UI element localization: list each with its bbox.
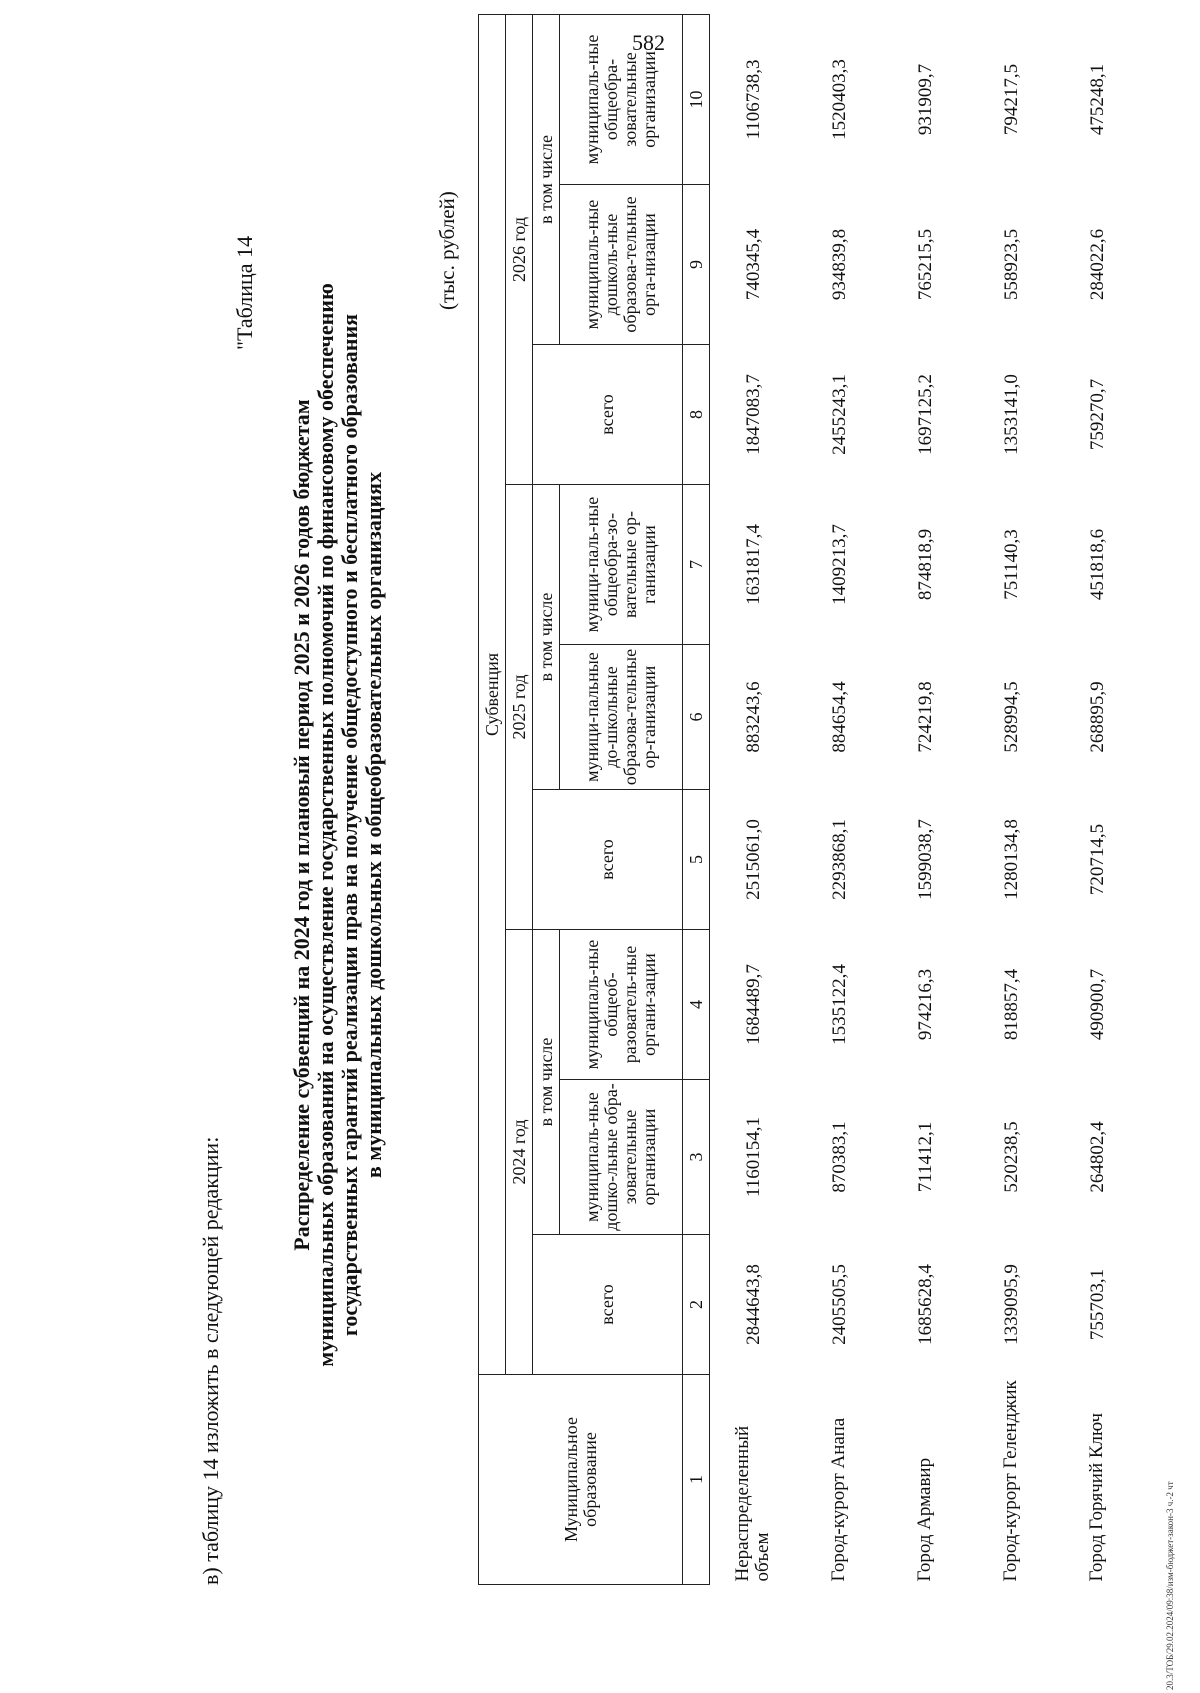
table-cell: 490900,7	[1086, 968, 1108, 1041]
header-year-2025: 2025 год	[506, 485, 533, 930]
municipality-name: Город-курорт Анапа	[828, 1417, 849, 1582]
table-cell: 1697125,2	[914, 374, 936, 455]
table-cell: 755703,1	[1086, 1268, 1108, 1341]
table-cell: 558923,5	[1000, 228, 1022, 301]
table-cell: 1160154,1	[742, 1116, 764, 1198]
table-cell: 765215,5	[914, 228, 936, 301]
document-footer-note: 20.3/ТОБ/29.02.2024/09:38/изм-бюджет-закон-3 ч.-2 чт	[1165, 1481, 1175, 1690]
table-row	[1054, 14, 1140, 1584]
column-number: 1	[683, 1375, 710, 1585]
header-total-2024: всего	[533, 1235, 683, 1375]
table-cell: 1520403,3	[828, 59, 850, 140]
table-cell: 1280134,8	[1000, 819, 1022, 900]
amendment-intro: в) таблицу 14 изложить в следующей редакции:	[198, 1136, 223, 1585]
table-cell: 759270,7	[1086, 378, 1108, 451]
table-cell: 1339095,9	[1000, 1264, 1022, 1345]
table-cell: 1599038,7	[914, 819, 936, 900]
column-number: 3	[683, 1080, 710, 1235]
column-number: 4	[683, 930, 710, 1080]
municipality-name: Город-курорт Геленджик	[1000, 1380, 1021, 1582]
header-general-2026: муниципаль-ные общеобра-зовательные организации	[560, 14, 683, 184]
table-row	[968, 14, 1054, 1584]
column-number: 2	[683, 1235, 710, 1375]
table-cell: 475248,1	[1086, 63, 1108, 136]
table-cell: 1685628,4	[914, 1264, 936, 1345]
title-line: в муниципальных дошкольных и общеобразовательных организациях	[361, 471, 386, 1179]
header-total-2025: всего	[533, 790, 683, 930]
table-cell: 818857,4	[1000, 968, 1022, 1041]
municipality-name: Город Армавир	[914, 1457, 935, 1582]
table-title	[290, 190, 386, 1460]
table-cell: 1631817,4	[742, 524, 764, 605]
table-row	[710, 14, 797, 1584]
table-cell: 2455243,1	[828, 374, 850, 455]
table-cell: 931909,7	[914, 63, 936, 136]
table-cell: 528994,5	[1000, 681, 1022, 753]
table-cell: 2293868,1	[828, 819, 850, 900]
table-cell: 934839,8	[828, 228, 850, 301]
municipality-name: Город Горячий Ключ	[1086, 1412, 1107, 1582]
table-cell: 1535122,4	[828, 964, 850, 1045]
table-cell: 740345,4	[742, 228, 764, 301]
table-cell: 451818,6	[1086, 528, 1108, 601]
subvention-table	[478, 14, 1140, 1585]
table-cell: 1106738,3	[742, 59, 764, 140]
column-number: 5	[683, 790, 710, 930]
header-total-2026: всего	[533, 345, 683, 485]
header-general-2024: муниципаль-ные общеоб-разователь-ные органи-зации	[560, 930, 683, 1080]
table-cell: 284022,6	[1086, 228, 1108, 301]
table-cell: 724219,8	[914, 681, 936, 753]
table-cell: 1684489,7	[742, 964, 764, 1045]
header-year-2024: 2024 год	[506, 930, 533, 1375]
table-cell: 2515061,0	[742, 819, 764, 900]
units-label: (тыс. рублей)	[435, 191, 459, 310]
column-number: 6	[683, 645, 710, 790]
table-cell: 883243,6	[742, 681, 764, 753]
title-line: Распределение субвенций на 2024 год и плановый период 2025 и 2026 годов бюджетам	[289, 399, 314, 1251]
table-cell: 268895,9	[1086, 681, 1108, 753]
table-cell: 974216,3	[914, 968, 936, 1041]
header-municipality: Муниципальное образование	[479, 1375, 683, 1585]
table-row	[882, 14, 968, 1584]
table-cell: 1353141,0	[1000, 374, 1022, 455]
page-number: 582	[632, 30, 665, 55]
table-cell: 874818,9	[914, 528, 936, 601]
header-including-2024: в том числе	[533, 930, 560, 1235]
table-cell: 1847083,7	[742, 374, 764, 455]
header-subvention: Субвенция	[479, 14, 506, 1374]
header-preschool-2026: муниципаль-ные дошколь-ные образова-тельные орга-низации	[560, 185, 683, 345]
table-cell: 2405505,5	[828, 1264, 850, 1345]
title-line: государственных гарантий реализации прав на получение общедоступного и бесплатного образования	[337, 313, 362, 1337]
column-number: 8	[683, 345, 710, 485]
municipality-name: Нераспределенный объем	[732, 1425, 773, 1582]
table-cell: 794217,5	[1000, 63, 1022, 136]
table-cell: 870383,1	[828, 1121, 850, 1193]
header-including-2026: в том числе	[533, 14, 560, 344]
table-row	[796, 14, 882, 1584]
table-cell: 520238,5	[1000, 1121, 1022, 1193]
rotated-page-content	[0, 34, 1108, 1640]
header-general-2025: муници-паль-ные общеобра-зо-вательные ор-ганизации	[560, 485, 683, 645]
title-line: муниципальных образований на осуществление государственных полномочий по финансовому обеспечению	[313, 283, 338, 1367]
table-cell: 2844643,8	[742, 1264, 764, 1345]
column-number: 10	[683, 14, 710, 184]
header-including-2025: в том числе	[533, 485, 560, 790]
table-cell: 720714,5	[1086, 823, 1108, 896]
header-preschool-2025: муници-пальные до-школьные образова-тельные ор-ганизации	[560, 645, 683, 790]
table-label: "Таблица 14	[232, 235, 257, 350]
header-preschool-2024: муниципаль-ные дошко-льные обра-зовательные организации	[560, 1080, 683, 1235]
header-year-2026: 2026 год	[506, 14, 533, 484]
table-cell: 1409213,7	[828, 524, 850, 605]
column-number: 9	[683, 185, 710, 345]
table-cell: 264802,4	[1086, 1121, 1108, 1193]
table-cell: 884654,4	[828, 681, 850, 753]
table-cell: 711412,1	[914, 1121, 936, 1193]
column-number: 7	[683, 485, 710, 645]
table-cell: 751140,3	[1000, 529, 1022, 600]
